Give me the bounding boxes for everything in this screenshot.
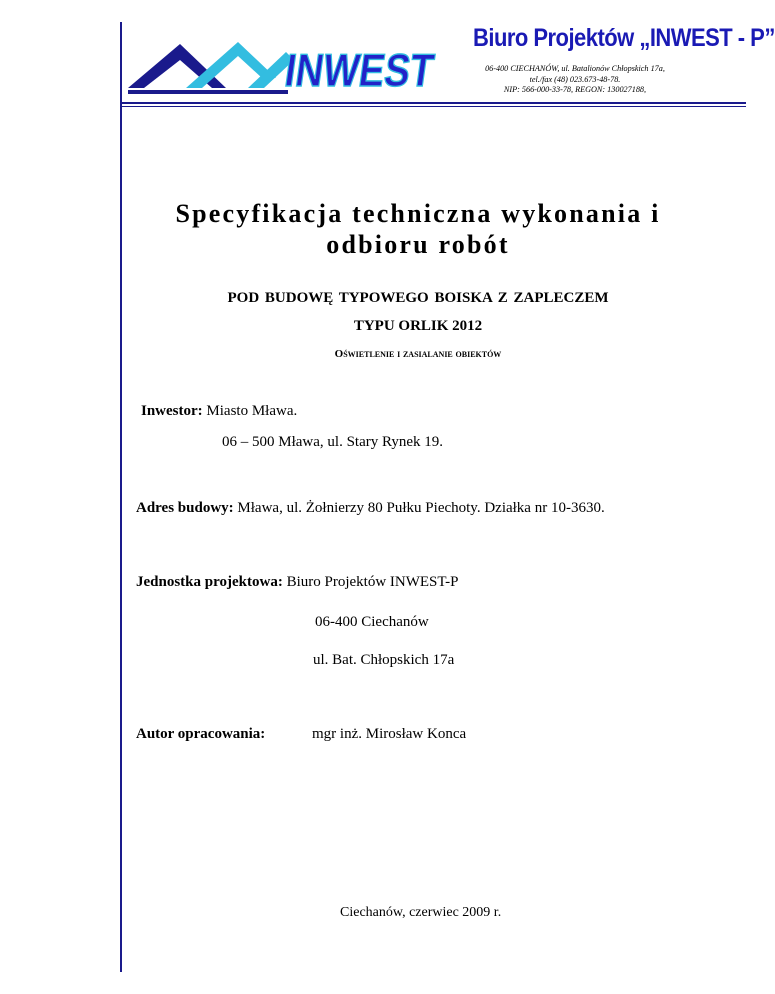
logo-wordmark: INWEST bbox=[281, 44, 468, 96]
investor-row bbox=[141, 403, 297, 420]
unit-row bbox=[136, 574, 459, 591]
title-line-1: Specyfikacja techniczna wykonania i bbox=[175, 199, 661, 228]
author-label-row bbox=[136, 726, 265, 743]
document-title bbox=[128, 198, 708, 260]
company-address bbox=[470, 64, 680, 96]
subtitle-3: Oświetlenie i zasialanie obiektów bbox=[334, 348, 502, 360]
unit-address-1: 06-400 Ciechanów bbox=[315, 614, 429, 630]
subtitle-2: TYPU ORLIK 2012 bbox=[353, 318, 483, 334]
author-value: mgr inż. Mirosław Konca bbox=[312, 726, 467, 742]
header-rule-bottom bbox=[120, 106, 746, 107]
address-line-3: NIP: 566-000-33-78, REGON: 130027188, bbox=[503, 85, 647, 94]
title-line-2: odbioru robót bbox=[326, 230, 510, 259]
address-line-1: 06-400 CIECHANÓW, ul. Batalionów Chłopskich 17a, bbox=[485, 64, 665, 73]
investor-value: Miasto Mława. bbox=[206, 403, 298, 419]
site-row bbox=[136, 500, 605, 517]
vertical-rule bbox=[120, 22, 122, 972]
investor-address: 06 – 500 Mława, ul. Stary Rynek 19. bbox=[222, 434, 444, 450]
investor-label: Inwestor: bbox=[141, 403, 203, 419]
header-rule-top bbox=[120, 102, 746, 104]
footer-place-date: Ciechanów, czerwiec 2009 r. bbox=[340, 905, 502, 920]
unit-address-2: ul. Bat. Chłopskich 17a bbox=[313, 652, 455, 668]
author-label: Autor opracowania: bbox=[136, 726, 266, 742]
unit-label: Jednostka projektowa: bbox=[136, 574, 283, 590]
site-label: Adres budowy: bbox=[136, 500, 234, 516]
unit-value: Biuro Projektów INWEST-P bbox=[286, 574, 459, 590]
subtitle-1: POD BUDOWĘ TYPOWEGO BOISKA Z ZAPLECZEM bbox=[227, 290, 609, 306]
site-value: Mława, ul. Żołnierzy 80 Pułku Piechoty. Działka nr 10-3630. bbox=[237, 500, 605, 516]
company-name: Biuro Projektów „INWEST - P” bbox=[473, 24, 775, 52]
inwest-logo bbox=[128, 38, 468, 96]
address-line-2: tel./fax (48) 023.673-48-78. bbox=[529, 74, 621, 84]
